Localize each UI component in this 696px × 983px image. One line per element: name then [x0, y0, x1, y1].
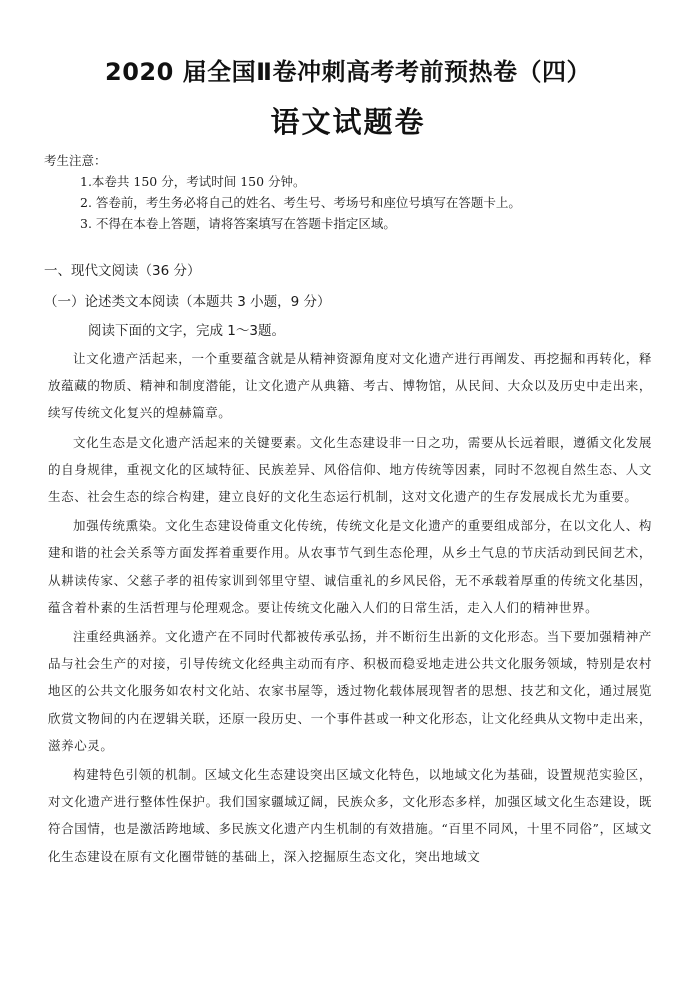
- passage-paragraph: 文化生态是文化遗产活起来的关键要素。文化生态建设非一日之功，需要从长远着眼，遵循文化发展的自身规律，重视文化的区域特征、民族差异、风俗信仰、地方传统等因素，同时不忽视自然生态、人文生态、社会生态的综合构建，建立良好的文化生态运行机制，这对文化遗产的生存发展成长尤为重要。: [48, 434, 652, 505]
- notice-item: 3. 不得在本卷上答题，请将答案填写在答题卡指定区域。: [80, 216, 396, 231]
- passage-paragraph: 构建特色引领的机制。区域文化生态建设突出区域文化特色，以地域文化为基础，设置规范实验区，对文化遗产进行整体性保护。我们国家疆域辽阔，民族众多，文化形态多样，加强区域文化生态建设，既符合国情，也是激活跨地域、多民族文化遗产内生机制的有效措施。“百里不同风，十里不同俗”，区域文化生态建设在原有文化圈带链的基础上，深入挖掘原生态文化，突出地域文: [48, 767, 652, 864]
- notice-item: 2. 答卷前，考生务必将自己的姓名、考生号、考场号和座位号填写在答题卡上。: [80, 195, 521, 210]
- exam-subtitle: 语文试题卷: [270, 105, 426, 139]
- reading-passage: [48, 345, 652, 872]
- exam-title: 2020 届全国Ⅱ卷冲刺高考考前预热卷（四）: [105, 58, 591, 86]
- passage-paragraph: 加强传统熏染。文化生态建设倚重文化传统，传统文化是文化遗产的重要组成部分，在以文化人、构建和谐的社会关系等方面发挥着重要作用。从农事节气到生态伦理，从乡土气息的节庆活动到民间艺术，从耕读传家、父慈子孝的祖传家训到邻里守望、诚信重礼的乡风民俗，无不承载着厚重的传统文化基因，蕴含着朴素的生活哲理与伦理观念。要让传统文化融入人们的日常生活，走入人们的精神世界。: [48, 518, 652, 615]
- section-heading: 一、现代文阅读（36 分）: [44, 263, 201, 279]
- passage-paragraph: 让文化遗产活起来，一个重要蕴含就是从精神资源角度对文化遗产进行再阐发、再挖掘和再转化，释放蕴藏的物质、精神和制度潜能，让文化遗产从典籍、考古、博物馆，从民间、大众以及历史中走出来，续写传统文化复兴的煌赫篇章。: [48, 351, 652, 421]
- passage-paragraph: 注重经典涵养。文化遗产在不同时代都被传承弘扬，并不断衍生出新的文化形态。当下要加强精神产品与社会生产的对接，引导传统文化经典主动而有序、积极而稳妥地走进公共文化服务领域，特别是农村地区的公共文化服务如农村文化站、农家书屋等，透过物化载体展现智者的思想、技艺和文化，通过展览欣赏文物间的内在逻辑关联，还原一段历史、一个事件甚或一种文化形态，让文化经典从文物中走出来，滋养心灵。: [48, 629, 652, 753]
- candidate-notice: [44, 150, 521, 234]
- reading-instruction: 阅读下面的文字，完成 1～3题。: [88, 323, 285, 339]
- notice-heading: 考生注意：: [44, 153, 107, 168]
- notice-item: 1.本卷共 150 分，考试时间 150 分钟。: [80, 174, 306, 189]
- subsection-heading: （一）论述类文本阅读（本题共 3 小题，9 分）: [44, 294, 331, 310]
